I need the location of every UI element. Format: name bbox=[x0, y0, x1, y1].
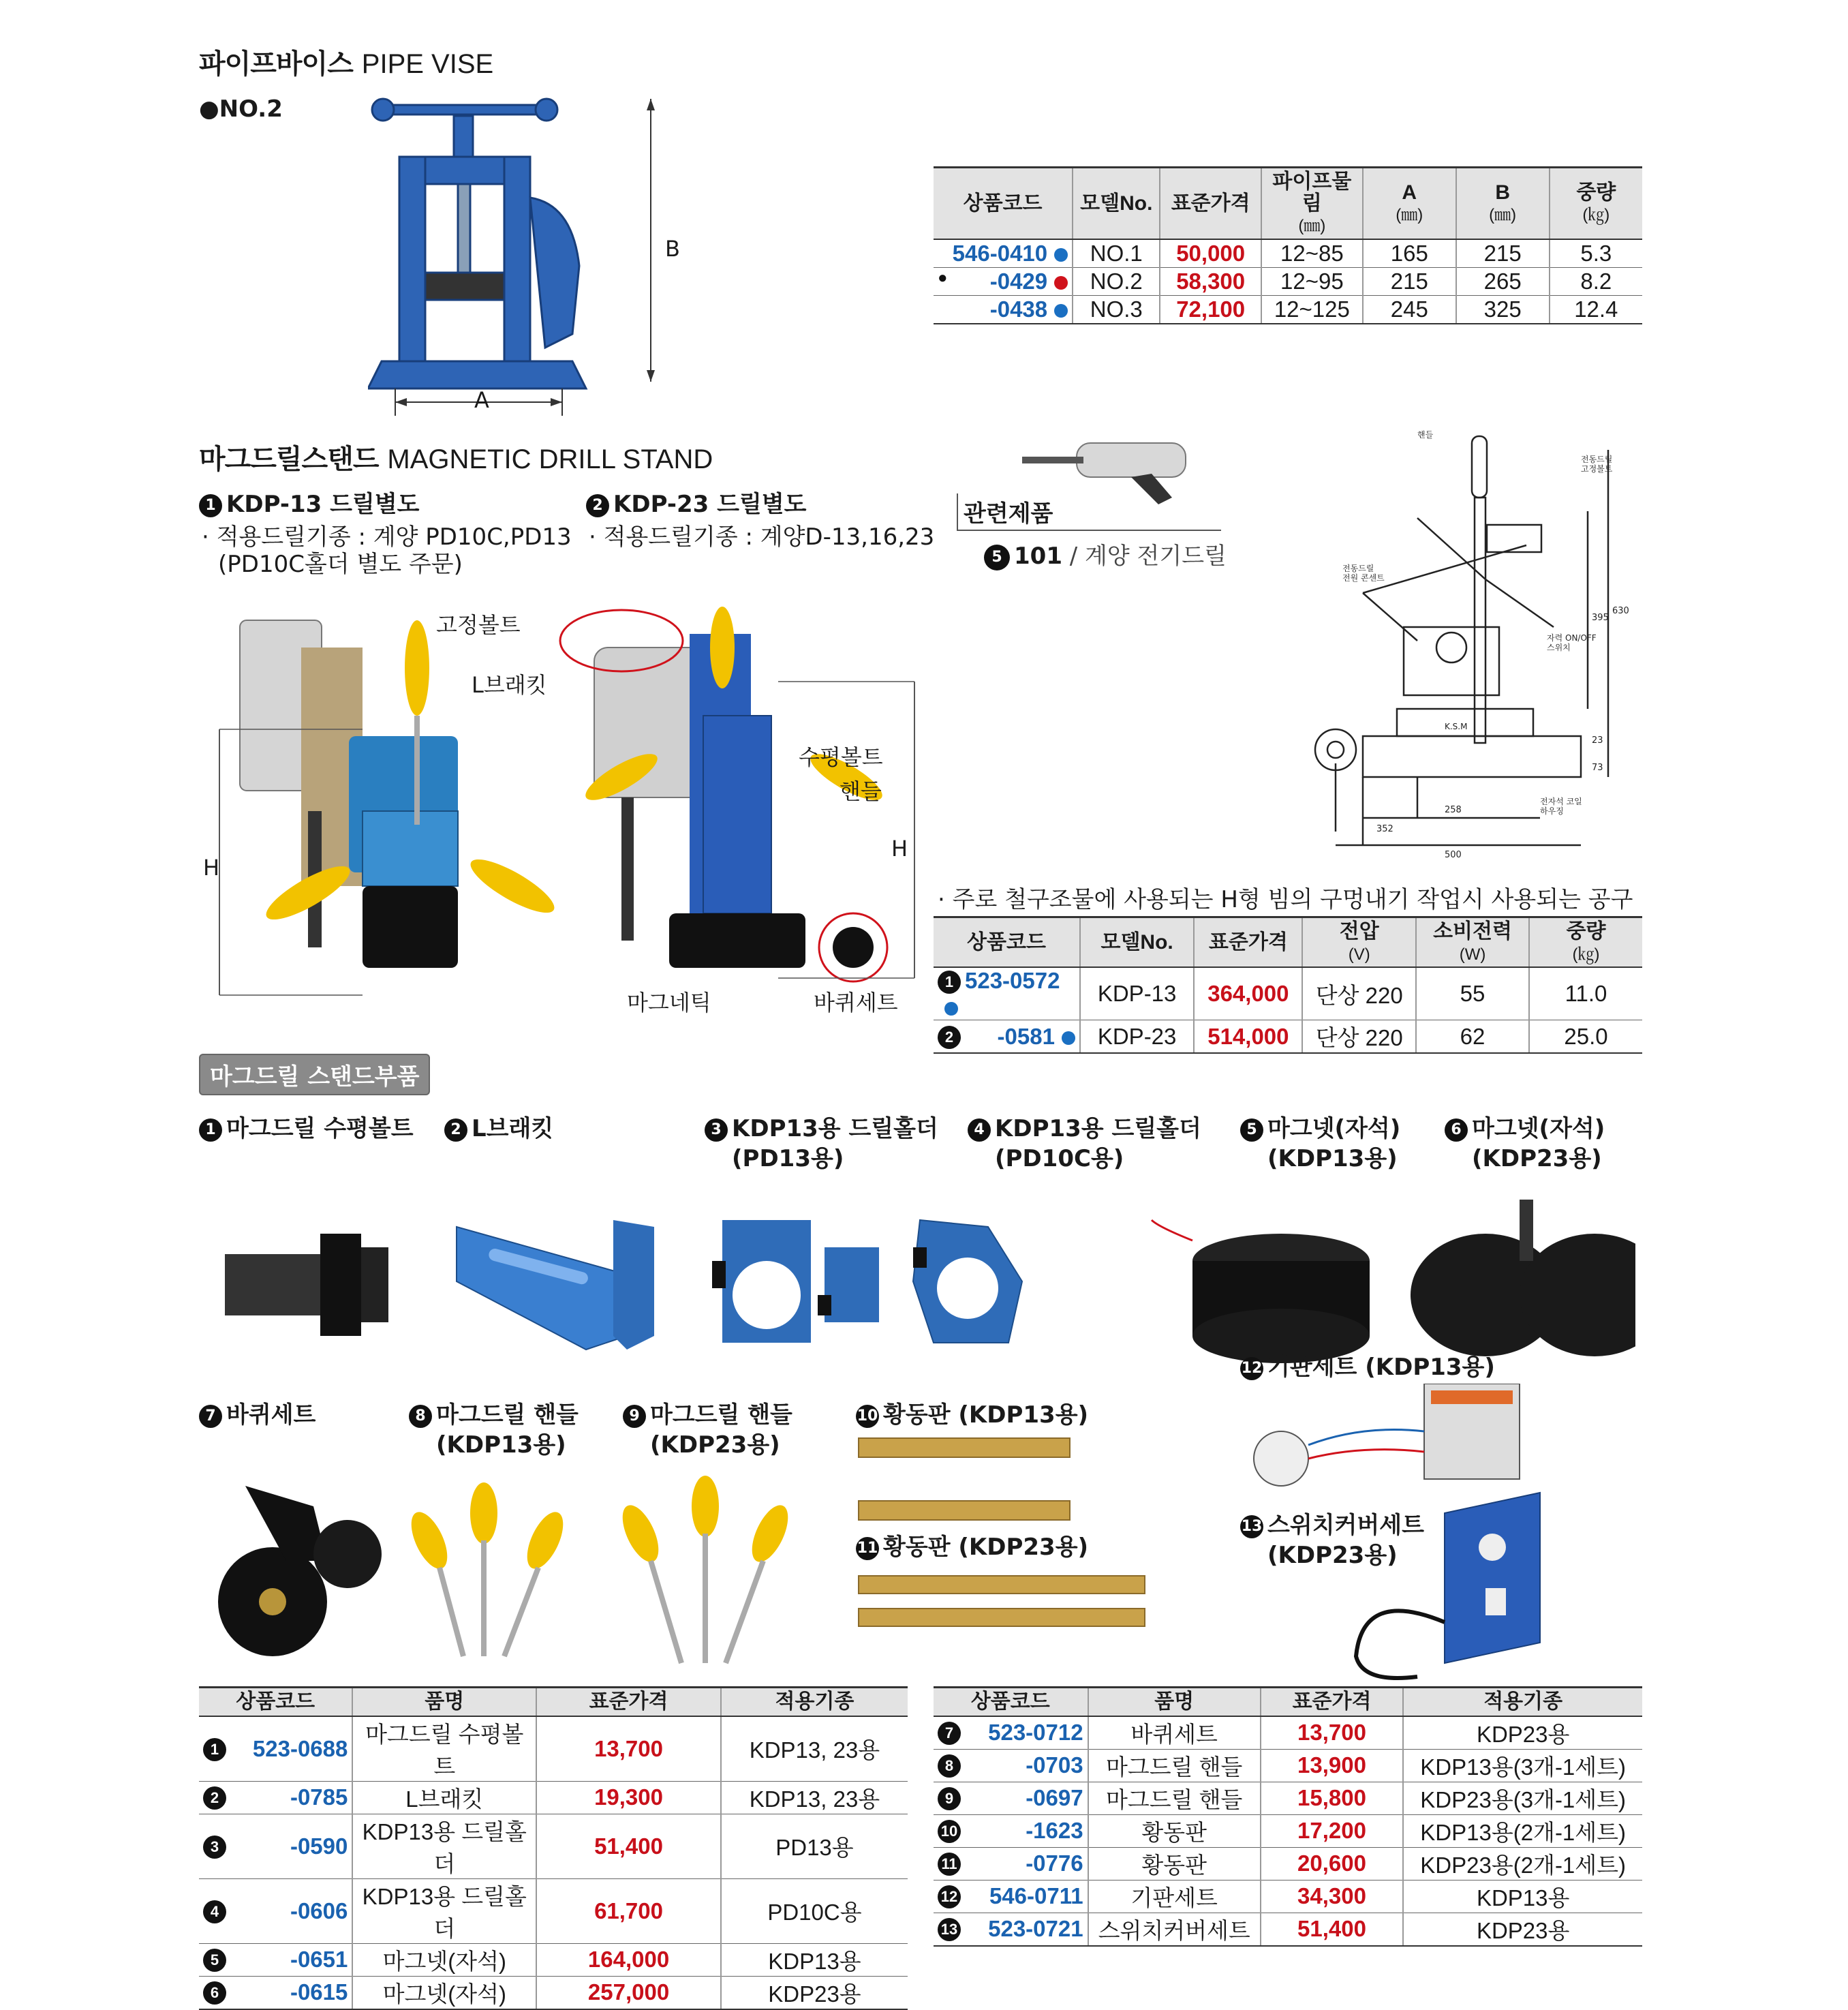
mag-item2-title bbox=[586, 485, 807, 519]
code-text: 546-0711 bbox=[989, 1883, 1083, 1908]
part-label-sub: (KDP13용) bbox=[436, 1431, 566, 1459]
cell-weight: 25.0 bbox=[1529, 1020, 1642, 1054]
diagram-drill-bolt2: 고정볼트 bbox=[1581, 464, 1613, 474]
cell-price: 257,000 bbox=[536, 1976, 721, 2009]
cell-fit: KDP23용(3개-1세트) bbox=[1403, 1782, 1642, 1814]
cell-model: NO.1 bbox=[1073, 239, 1160, 268]
code-text: -0697 bbox=[1026, 1785, 1083, 1810]
cell-name: 황동판 bbox=[1088, 1847, 1261, 1880]
table-row bbox=[199, 1878, 908, 1943]
handle-kdp13-icon bbox=[404, 1482, 570, 1656]
cell-fit: KDP13용 bbox=[721, 1943, 908, 1976]
mag-item1-title-text: KDP-13 드릴별도 bbox=[226, 491, 420, 518]
cell-name: 마그드릴 핸들 bbox=[1088, 1782, 1261, 1814]
dim-b-label: B bbox=[665, 236, 680, 262]
level-bolt-icon bbox=[225, 1234, 388, 1336]
part-label-text: 기판세트 (KDP13용) bbox=[1267, 1354, 1495, 1381]
cell-code bbox=[199, 1878, 352, 1943]
diagram-d73: 73 bbox=[1592, 763, 1603, 773]
related-text: / 계양 전기드릴 bbox=[1069, 543, 1227, 570]
cell-a: 215 bbox=[1363, 267, 1456, 295]
table-row bbox=[934, 1716, 1642, 1750]
cell-fit: KDP23용(2개-1세트) bbox=[1403, 1847, 1642, 1880]
cell-weight: 12.4 bbox=[1550, 295, 1642, 324]
mag-drill-title-ko: 마그드릴스탠드 bbox=[199, 444, 379, 475]
cell-price: 13,700 bbox=[1261, 1716, 1404, 1750]
num-icon: 2 bbox=[203, 1786, 226, 1810]
callout-handle: 핸들 bbox=[840, 778, 882, 804]
cell-fit: KDP23용 bbox=[721, 1976, 908, 2009]
cell-name: L브래킷 bbox=[352, 1781, 536, 1814]
cell-code bbox=[934, 1749, 1088, 1782]
cell-code bbox=[199, 1943, 352, 1976]
th-weight bbox=[1529, 917, 1642, 968]
pipe-vise-table bbox=[934, 166, 1642, 324]
th-weight-label: 중량 bbox=[1566, 920, 1606, 943]
th-b bbox=[1456, 168, 1550, 239]
part-label-6 bbox=[1445, 1114, 1605, 1174]
th-watt-unit: (W) bbox=[1459, 945, 1486, 964]
num-1-icon: 1 bbox=[199, 494, 222, 517]
num-icon: 13 bbox=[938, 1918, 961, 1941]
cell-weight: 11.0 bbox=[1529, 967, 1642, 1020]
cell-code bbox=[934, 1716, 1088, 1750]
table-header-row bbox=[199, 1688, 908, 1716]
switch-cover-set-icon bbox=[1356, 1493, 1540, 1678]
th-price: 표준가격 bbox=[536, 1688, 721, 1716]
num-2-icon: 2 bbox=[586, 494, 609, 517]
cell-price: 364,000 bbox=[1194, 967, 1302, 1020]
num-icon: 1 bbox=[203, 1738, 226, 1761]
mag-item1-line2: (PD10C홀더 별도 주문) bbox=[218, 551, 463, 578]
related-num: 101 bbox=[1014, 543, 1062, 570]
num-icon: 1 bbox=[938, 971, 961, 994]
num-icon: 9 bbox=[623, 1405, 646, 1428]
parts-table-left bbox=[199, 1686, 908, 2010]
cell-pipe: 12~85 bbox=[1261, 239, 1363, 268]
th-weight bbox=[1550, 168, 1642, 239]
cell-name: 기판세트 bbox=[1088, 1880, 1261, 1913]
num-icon: 2 bbox=[938, 1026, 961, 1049]
diagram-drill-holder2: 전원 콘센트 bbox=[1342, 573, 1385, 583]
num-icon: 13 bbox=[1240, 1515, 1263, 1538]
pipe-vise-title-ko: 파이프바이스 bbox=[199, 48, 353, 80]
cell-fit: KDP23용 bbox=[1403, 1716, 1642, 1750]
cell-name: 마그넷(자석) bbox=[352, 1976, 536, 2009]
callout-level-bolt: 수평볼트 bbox=[799, 744, 883, 770]
mag-drill-title-en: MAGNETIC DRILL STAND bbox=[387, 444, 713, 474]
callout-fixed-bolt: 고정볼트 bbox=[436, 612, 521, 638]
code-text: -0429 bbox=[989, 268, 1048, 294]
th-pipe-label: 파이프물림 bbox=[1272, 170, 1352, 215]
th-pipe-unit: (㎜) bbox=[1298, 217, 1326, 235]
cell-fit: KDP13용 bbox=[1403, 1880, 1642, 1913]
diagram-drill-holder: 전동드릴 bbox=[1342, 564, 1374, 573]
th-a bbox=[1363, 168, 1456, 239]
table-row bbox=[199, 1976, 908, 2009]
code-text: -0438 bbox=[989, 296, 1048, 322]
table-row bbox=[934, 1782, 1642, 1814]
drill-holder-pd13-icon bbox=[712, 1220, 879, 1343]
part-label-3 bbox=[705, 1114, 938, 1174]
blue-dot-icon bbox=[944, 1002, 958, 1016]
callout-h-left: H bbox=[203, 855, 220, 881]
table-row bbox=[934, 1020, 1642, 1054]
code-text: -0581 bbox=[997, 1023, 1055, 1049]
pipe-vise-title bbox=[199, 42, 493, 81]
th-weight-unit: (㎏) bbox=[1582, 206, 1610, 225]
num-icon: 11 bbox=[856, 1537, 879, 1560]
cell-price: 17,200 bbox=[1261, 1814, 1404, 1847]
red-dot-icon bbox=[1054, 276, 1068, 290]
cell-pipe: 12~95 bbox=[1261, 267, 1363, 295]
diagram-d500: 500 bbox=[1445, 850, 1462, 859]
mag-drill-table bbox=[934, 916, 1642, 1054]
table-row bbox=[934, 267, 1642, 295]
num-icon: 10 bbox=[856, 1405, 879, 1428]
cell-b: 265 bbox=[1456, 267, 1550, 295]
cell-price: 61,700 bbox=[536, 1878, 721, 1943]
num-icon: 3 bbox=[203, 1836, 226, 1859]
code-text: -0651 bbox=[290, 1947, 348, 1972]
brass-plate-kdp23-icon bbox=[859, 1576, 1145, 1626]
wheel-set-icon bbox=[218, 1486, 382, 1656]
brass-plate-kdp13-icon bbox=[859, 1438, 1070, 1520]
cell-code bbox=[934, 1020, 1080, 1054]
part-label-5 bbox=[1240, 1114, 1400, 1174]
handle-kdp23-icon bbox=[615, 1476, 795, 1663]
diagram-drill-bolt: 전동드릴 bbox=[1581, 455, 1613, 464]
mag-drill-diagram bbox=[1281, 423, 1649, 859]
pipe-vise-title-en: PIPE VISE bbox=[361, 49, 494, 79]
cell-model: NO.2 bbox=[1073, 267, 1160, 295]
cell-code bbox=[199, 1814, 352, 1878]
mag-item1-line1: · 적용드릴기종 : 계양 PD10C,PD13 bbox=[202, 523, 572, 551]
cell-price: 50,000 bbox=[1160, 239, 1261, 268]
table-row bbox=[934, 1913, 1642, 1946]
cell-a: 245 bbox=[1363, 295, 1456, 324]
th-price: 표준가격 bbox=[1194, 917, 1302, 968]
th-code: 상품코드 bbox=[934, 917, 1080, 968]
th-model: 모델No. bbox=[1080, 917, 1194, 968]
part-label-text: KDP13용 드릴홀더 bbox=[995, 1115, 1201, 1142]
diagram-ksm: K.S.M bbox=[1445, 722, 1468, 731]
cell-model: NO.3 bbox=[1073, 295, 1160, 324]
code-text: -0785 bbox=[290, 1784, 348, 1810]
cell-watt: 62 bbox=[1416, 1020, 1529, 1054]
num-icon: 2 bbox=[444, 1118, 467, 1142]
cell-name: KDP13용 드릴홀더 bbox=[352, 1814, 536, 1878]
circuit-board-set-icon bbox=[1254, 1384, 1520, 1486]
cell-code bbox=[934, 1880, 1088, 1913]
table-row bbox=[934, 967, 1642, 1020]
table-row bbox=[199, 1814, 908, 1878]
num-icon: 6 bbox=[1445, 1118, 1468, 1142]
cell-fit: PD10C용 bbox=[721, 1878, 908, 1943]
mag-drill-title bbox=[199, 438, 713, 476]
cell-code bbox=[934, 239, 1073, 268]
parts-row2-images bbox=[204, 1384, 1649, 1684]
diagram-coil2: 하우징 bbox=[1540, 806, 1564, 816]
th-code: 상품코드 bbox=[934, 168, 1073, 239]
diagram-handle: 핸들 bbox=[1417, 430, 1434, 440]
parts-row1-images bbox=[204, 1200, 1635, 1363]
th-a-unit: (㎜) bbox=[1396, 206, 1423, 225]
mag-item2-title-text: KDP-23 드릴별도 bbox=[613, 491, 807, 518]
cell-name: KDP13용 드릴홀더 bbox=[352, 1878, 536, 1943]
th-volt-unit: (V) bbox=[1348, 945, 1370, 964]
cell-model: KDP-13 bbox=[1080, 967, 1194, 1020]
l-bracket-icon bbox=[457, 1220, 654, 1350]
table-row bbox=[199, 1716, 908, 1782]
magnet-kdp13-icon bbox=[1152, 1220, 1370, 1363]
cell-fit: KDP13, 23용 bbox=[721, 1716, 908, 1782]
cell-volt: 단상 220 bbox=[1302, 967, 1416, 1020]
drill-holder-pd10c-icon bbox=[913, 1220, 1022, 1343]
diagram-d352: 352 bbox=[1376, 824, 1393, 834]
cell-model: KDP-23 bbox=[1080, 1020, 1194, 1054]
cell-code bbox=[934, 967, 1080, 1020]
th-price: 표준가격 bbox=[1160, 168, 1261, 239]
num-icon: 6 bbox=[203, 1981, 226, 2005]
cell-name: 마그드릴 핸들 bbox=[1088, 1749, 1261, 1782]
th-name: 품명 bbox=[1088, 1688, 1261, 1716]
part-label-text: 마그드릴 핸들 bbox=[650, 1401, 792, 1429]
parts-tag: 마그드릴 스탠드부품 bbox=[199, 1054, 430, 1095]
table-header-row bbox=[934, 1688, 1642, 1716]
num-5-icon: 5 bbox=[984, 545, 1010, 570]
row-mark: ● bbox=[938, 268, 948, 287]
th-watt-label: 소비전력 bbox=[1433, 920, 1512, 943]
cell-price: 72,100 bbox=[1160, 295, 1261, 324]
cell-name: 마그넷(자석) bbox=[352, 1943, 536, 1976]
cell-price: 15,800 bbox=[1261, 1782, 1404, 1814]
table-row bbox=[934, 295, 1642, 324]
cell-pipe: 12~125 bbox=[1261, 295, 1363, 324]
cell-code bbox=[934, 1913, 1088, 1946]
part-label-text: 마그드릴 핸들 bbox=[436, 1401, 579, 1429]
table-row bbox=[934, 1749, 1642, 1782]
table-row bbox=[934, 1847, 1642, 1880]
table-row bbox=[934, 239, 1642, 268]
cell-price: 164,000 bbox=[536, 1943, 721, 1976]
code-text: 546-0410 bbox=[952, 240, 1048, 266]
cell-code bbox=[934, 1782, 1088, 1814]
parts-table-right bbox=[934, 1686, 1642, 1947]
code-text: 523-0688 bbox=[252, 1735, 348, 1761]
cell-fit: KDP23용 bbox=[1403, 1913, 1642, 1946]
cell-code bbox=[199, 1716, 352, 1782]
num-icon: 9 bbox=[938, 1787, 961, 1810]
part-label-12 bbox=[1240, 1352, 1495, 1382]
magnet-kdp23-icon bbox=[1411, 1200, 1635, 1356]
th-b-label: B bbox=[1495, 181, 1510, 204]
table-header-row bbox=[934, 917, 1642, 968]
num-icon: 8 bbox=[409, 1405, 432, 1428]
cell-fit: KDP13용(2개-1세트) bbox=[1403, 1814, 1642, 1847]
th-b-unit: (㎜) bbox=[1489, 206, 1517, 225]
diagram-coil: 전자석 코일 bbox=[1540, 797, 1582, 806]
part-label-4 bbox=[968, 1114, 1201, 1174]
cell-price: 13,900 bbox=[1261, 1749, 1404, 1782]
part-label-2 bbox=[444, 1114, 553, 1144]
code-text: 523-0712 bbox=[988, 1720, 1083, 1745]
cell-price: 51,400 bbox=[1261, 1913, 1404, 1946]
th-code: 상품코드 bbox=[199, 1688, 352, 1716]
code-text: -0590 bbox=[290, 1833, 348, 1859]
table-header-row bbox=[934, 168, 1642, 239]
num-icon: 1 bbox=[199, 1118, 222, 1142]
th-pipe bbox=[1261, 168, 1363, 239]
blue-dot-icon bbox=[1062, 1031, 1075, 1045]
part-label-text: 황동판 (KDP13용) bbox=[883, 1401, 1089, 1429]
num-icon: 10 bbox=[938, 1820, 961, 1843]
cell-code bbox=[934, 295, 1073, 324]
code-text: -0776 bbox=[1026, 1851, 1083, 1876]
diagram-d23: 23 bbox=[1592, 735, 1603, 746]
th-name: 품명 bbox=[352, 1688, 536, 1716]
table-row bbox=[934, 1814, 1642, 1847]
cell-code bbox=[199, 1976, 352, 2009]
cell-code bbox=[199, 1781, 352, 1814]
num-icon: 8 bbox=[938, 1754, 961, 1778]
part-label-sub: (PD13용) bbox=[732, 1145, 844, 1172]
part-label-text: 마그넷(자석) bbox=[1267, 1115, 1401, 1142]
code-text: -1623 bbox=[1026, 1818, 1083, 1843]
num-icon: 4 bbox=[203, 1900, 226, 1923]
cell-b: 325 bbox=[1456, 295, 1550, 324]
th-a-label: A bbox=[1402, 181, 1417, 204]
dim-a-label: A bbox=[474, 387, 489, 413]
cell-code bbox=[934, 1814, 1088, 1847]
num-icon: 4 bbox=[968, 1118, 991, 1142]
part-label-sub: (KDP23용) bbox=[1472, 1145, 1602, 1172]
th-weight-label: 중량 bbox=[1576, 181, 1616, 204]
cell-watt: 55 bbox=[1416, 967, 1529, 1020]
th-volt-label: 전압 bbox=[1339, 920, 1379, 943]
part-label-sub: (KDP13용) bbox=[1267, 1145, 1398, 1172]
cell-volt: 단상 220 bbox=[1302, 1020, 1416, 1054]
cell-fit: PD13용 bbox=[721, 1814, 908, 1878]
th-weight-unit: (㎏) bbox=[1572, 945, 1600, 964]
th-code: 상품코드 bbox=[934, 1688, 1088, 1716]
th-model: 모델No. bbox=[1073, 168, 1160, 239]
part-label-text: 황동판 (KDP23용) bbox=[883, 1534, 1089, 1561]
num-icon: 12 bbox=[938, 1885, 961, 1908]
code-text: 523-0572 bbox=[965, 968, 1060, 993]
callout-magnetic: 마그네틱 bbox=[627, 990, 711, 1016]
diagram-d258: 258 bbox=[1445, 805, 1462, 815]
mag-drill-note: · 주로 철구조물에 사용되는 H형 빔의 구멍내기 작업시 사용되는 공구 bbox=[938, 886, 1633, 913]
th-watt bbox=[1416, 917, 1529, 968]
related-line bbox=[984, 537, 1227, 570]
mag-item2-line1: · 적용드릴기종 : 계양D-13,16,23 bbox=[589, 523, 935, 551]
diagram-switch2: 스위치 bbox=[1547, 643, 1571, 652]
part-label-sub: (KDP23용) bbox=[650, 1431, 780, 1459]
num-icon: 5 bbox=[203, 1949, 226, 1972]
num-icon: 5 bbox=[1240, 1118, 1263, 1142]
num-icon: 7 bbox=[938, 1722, 961, 1745]
mag-item1-title bbox=[199, 485, 420, 519]
th-price: 표준가격 bbox=[1261, 1688, 1404, 1716]
cell-name: 바퀴세트 bbox=[1088, 1716, 1261, 1750]
cell-price: 514,000 bbox=[1194, 1020, 1302, 1054]
part-label-text: 스위치커버세트 bbox=[1267, 1512, 1424, 1539]
diagram-d395: 395 bbox=[1592, 613, 1609, 623]
part-label-text: 바퀴세트 bbox=[226, 1401, 316, 1429]
code-text: -0615 bbox=[290, 1979, 348, 2005]
related-label: 관련제품 bbox=[957, 493, 1221, 531]
callout-l-bracket: L브래킷 bbox=[472, 672, 547, 698]
th-fit: 적용기종 bbox=[721, 1688, 908, 1716]
part-label-sub: (KDP23용) bbox=[1267, 1542, 1398, 1569]
cell-name: 스위치커버세트 bbox=[1088, 1913, 1261, 1946]
num-icon: 11 bbox=[938, 1853, 961, 1876]
callout-wheel-set: 바퀴세트 bbox=[814, 990, 898, 1016]
cell-name: 황동판 bbox=[1088, 1814, 1261, 1847]
cell-price: 58,300 bbox=[1160, 267, 1261, 295]
part-label-text: KDP13용 드릴홀더 bbox=[732, 1115, 938, 1142]
part-label-1 bbox=[199, 1114, 414, 1144]
code-text: 523-0721 bbox=[988, 1916, 1083, 1941]
th-volt bbox=[1302, 917, 1416, 968]
diagram-switch: 자력 ON/OFF bbox=[1547, 633, 1597, 643]
cell-fit: KDP13용(3개-1세트) bbox=[1403, 1749, 1642, 1782]
part-label-text: L브래킷 bbox=[472, 1115, 554, 1142]
cell-weight: 8.2 bbox=[1550, 267, 1642, 295]
mag-drill-photos bbox=[199, 607, 921, 1016]
code-text: -0606 bbox=[290, 1898, 348, 1923]
table-row bbox=[934, 1880, 1642, 1913]
blue-dot-icon bbox=[1054, 248, 1068, 262]
part-label-text: 마그넷(자석) bbox=[1472, 1115, 1605, 1142]
callout-h-right: H bbox=[891, 836, 908, 862]
num-icon: 7 bbox=[199, 1405, 222, 1428]
num-icon: 12 bbox=[1240, 1357, 1263, 1380]
pipe-vise-dimensions bbox=[382, 95, 681, 423]
cell-price: 34,300 bbox=[1261, 1880, 1404, 1913]
cell-b: 215 bbox=[1456, 239, 1550, 268]
cell-price: 51,400 bbox=[536, 1814, 721, 1878]
cell-code bbox=[934, 267, 1073, 295]
cell-name: 마그드릴 수평볼트 bbox=[352, 1716, 536, 1782]
num-icon: 3 bbox=[705, 1118, 728, 1142]
cell-price: 19,300 bbox=[536, 1781, 721, 1814]
cell-weight: 5.3 bbox=[1550, 239, 1642, 268]
cell-price: 13,700 bbox=[536, 1716, 721, 1782]
cell-fit: KDP13, 23용 bbox=[721, 1781, 908, 1814]
part-label-text: 마그드릴 수평볼트 bbox=[226, 1115, 414, 1142]
cell-price: 20,600 bbox=[1261, 1847, 1404, 1880]
cell-code bbox=[934, 1847, 1088, 1880]
code-text: -0703 bbox=[1026, 1752, 1083, 1778]
blue-dot-icon bbox=[1054, 304, 1068, 318]
th-fit: 적용기종 bbox=[1403, 1688, 1642, 1716]
cell-a: 165 bbox=[1363, 239, 1456, 268]
pipe-vise-model-label: ●NO.2 bbox=[199, 95, 283, 123]
table-row bbox=[199, 1943, 908, 1976]
diagram-d630: 630 bbox=[1612, 606, 1629, 616]
table-row bbox=[199, 1781, 908, 1814]
part-label-sub: (PD10C용) bbox=[995, 1145, 1124, 1172]
